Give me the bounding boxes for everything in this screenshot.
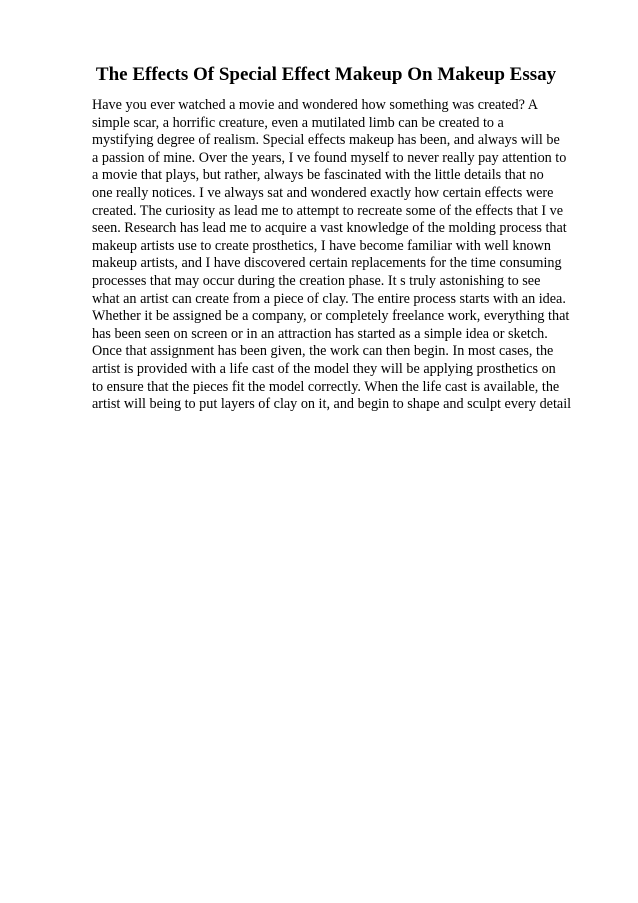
- essay-line: Once that assignment has been given, the work can then begin. In most cases, the: [92, 343, 554, 360]
- essay-line: one really notices. I ve always sat and wondered exactly how certain effects were: [92, 184, 554, 201]
- essay-line: makeup artists, and I have discovered certain replacements for the time consuming: [92, 255, 562, 272]
- document-title: The Effects Of Special Effect Makeup On Makeup Essay: [95, 64, 557, 85]
- essay-line: simple scar, a horrific creature, even a mutilated limb can be created to a: [92, 114, 504, 131]
- essay-line: a movie that plays, but rather, always be fascinated with the little details that no: [92, 167, 544, 184]
- essay-line: created. The curiosity as lead me to attempt to recreate some of the effects that I ve: [92, 202, 564, 219]
- essay-line: to ensure that the pieces fit the model correctly. When the life cast is available, the: [92, 378, 560, 395]
- essay-line: makeup artists use to create prosthetics, I have become familiar with well known: [92, 237, 551, 254]
- essay-line: Have you ever watched a movie and wondered how something was created? A: [92, 97, 538, 113]
- essay-line: a passion of mine. Over the years, I ve found myself to never really pay attention to: [92, 149, 567, 166]
- essay-line: artist will being to put layers of clay on it, and begin to shape and sculpt every detail: [92, 396, 572, 413]
- essay-line: Whether it be assigned be a company, or completely freelance work, everything that: [92, 308, 570, 325]
- essay-body: [92, 97, 592, 414]
- essay-line: has been seen on screen or in an attraction has started as a simple idea or sketch.: [92, 325, 548, 342]
- essay-line: mystifying degree of realism. Special effects makeup has been, and always will be: [92, 132, 560, 149]
- essay-line: processes that may occur during the creation phase. It s truly astonishing to see: [92, 272, 541, 289]
- essay-line: what an artist can create from a piece of clay. The entire process starts with an idea.: [92, 290, 566, 307]
- essay-line: artist is provided with a life cast of the model they will be applying prosthetics on: [92, 360, 556, 377]
- essay-line: seen. Research has lead me to acquire a vast knowledge of the molding process that: [92, 220, 567, 237]
